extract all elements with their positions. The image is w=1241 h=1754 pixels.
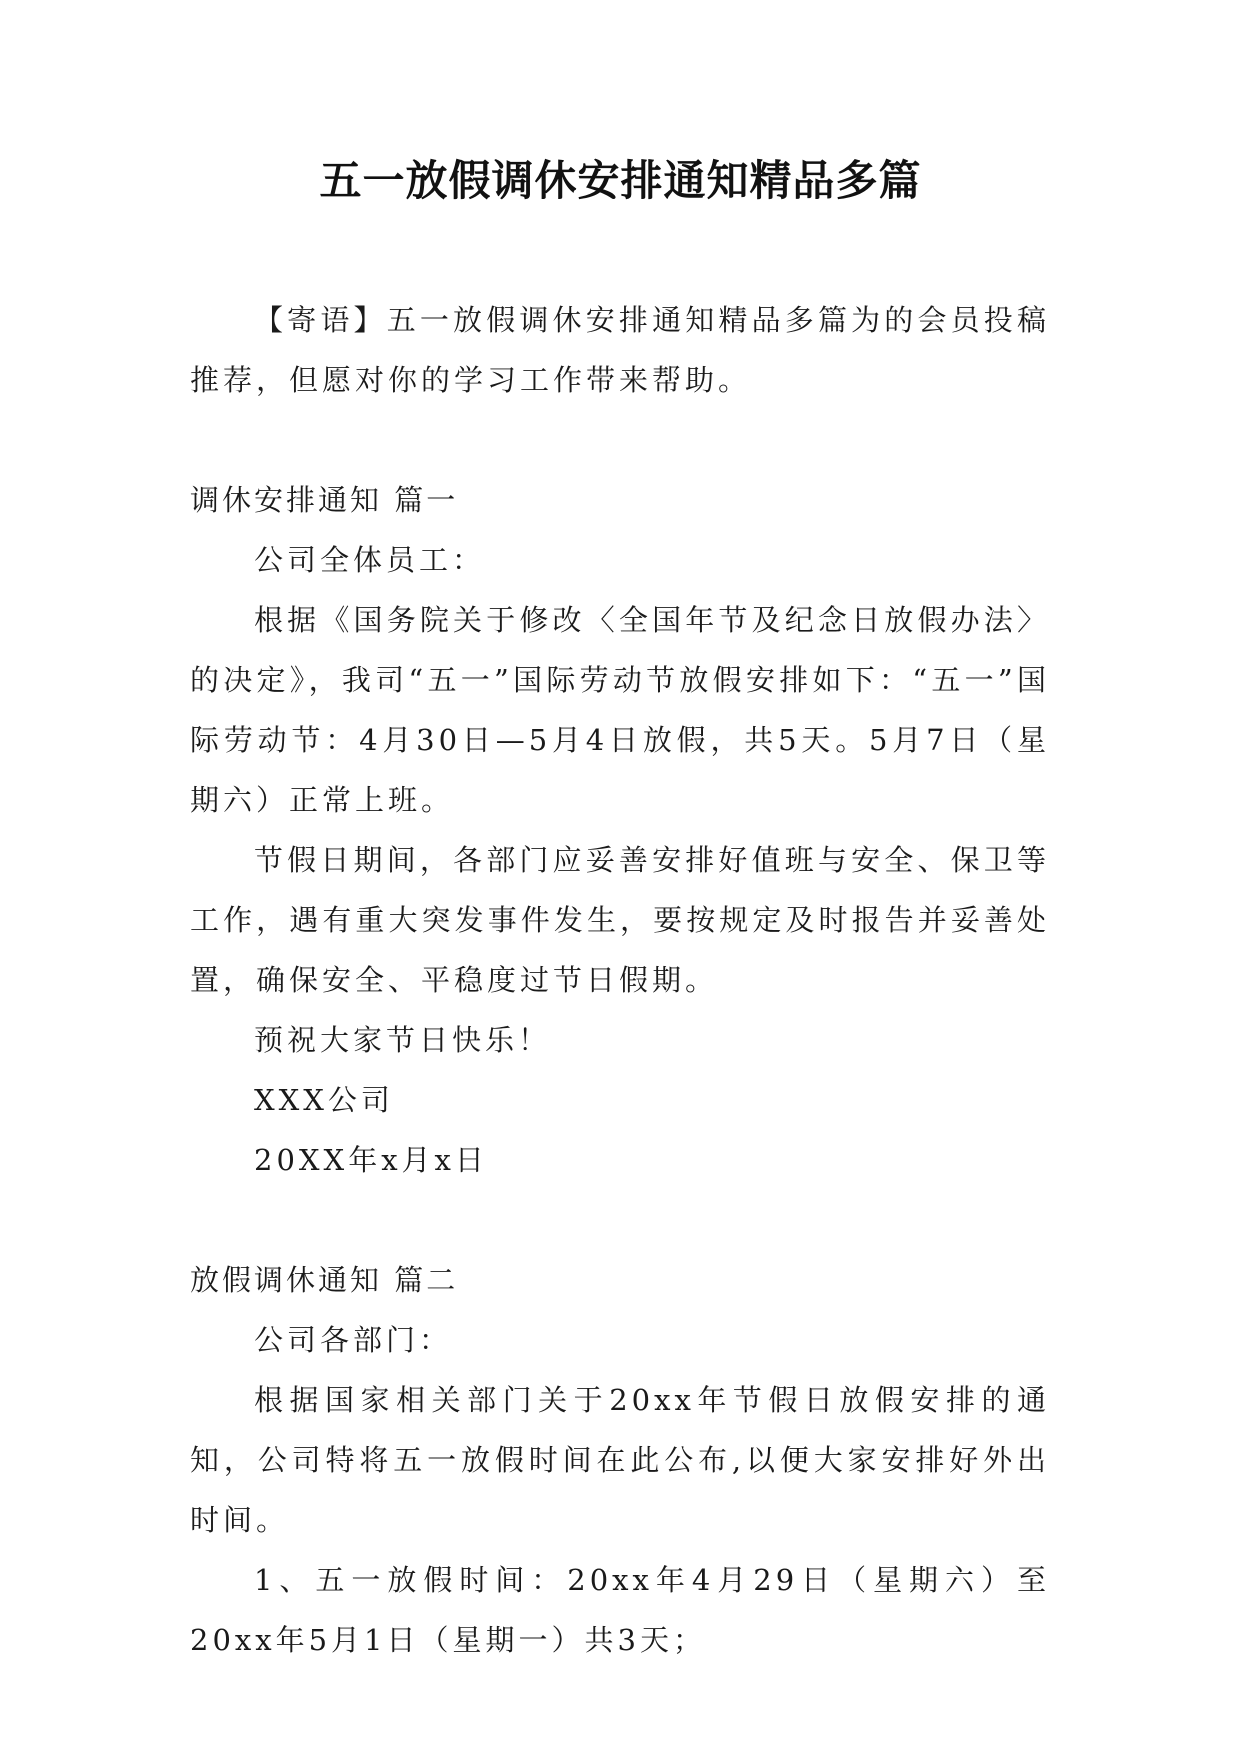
section-one-salutation: 公司全体员工： xyxy=(254,543,486,577)
intro-paragraph: 【寄语】五一放假调休安排通知精品多篇为的会员投稿推荐，但愿对你的学习工作带来帮助。 xyxy=(190,303,1050,397)
section-one-paragraph-2: 节假日期间，各部门应妥善安排好值班与安全、保卫等工作，遇有重大突发事件发生，要按规定及时报告并妥善处置，确保安全、平稳度过节日假期。 xyxy=(190,843,1050,997)
section-one-signature: XXX公司 xyxy=(254,1083,394,1117)
section-two-heading: 放假调休通知 篇二 xyxy=(190,1263,459,1297)
document-body xyxy=(190,290,1050,1670)
section-two-paragraph-1: 根据国家相关部门关于20xx年节假日放假安排的通知，公司特将五一放假时间在此公布,以便大家安排好外出时间。 xyxy=(190,1383,1050,1537)
section-two-item-1: 1、五一放假时间：20xx年4月29日（星期六）至20xx年5月1日（星期一）共3天； xyxy=(190,1563,1050,1657)
section-two-salutation: 公司各部门： xyxy=(254,1323,453,1357)
section-one-heading: 调休安排通知 篇一 xyxy=(190,483,459,517)
section-one-paragraph-1: 根据《国务院关于修改〈全国年节及纪念日放假办法〉的决定》，我司“五一”国际劳动节放假安排如下：“五一”国际劳动节：4月30日—5月4日放假，共5天。5月7日（星期六）正常上班。 xyxy=(190,603,1050,817)
section-two xyxy=(190,1250,1050,1670)
document-title: 五一放假调休安排通知精品多篇 xyxy=(319,156,922,205)
section-one-date: 20XX年x月x日 xyxy=(254,1143,488,1177)
section-spacer xyxy=(190,410,1050,470)
section-spacer xyxy=(190,1190,1050,1250)
section-one-closing: 预祝大家节日快乐！ xyxy=(254,1023,552,1057)
section-one xyxy=(190,470,1050,1190)
